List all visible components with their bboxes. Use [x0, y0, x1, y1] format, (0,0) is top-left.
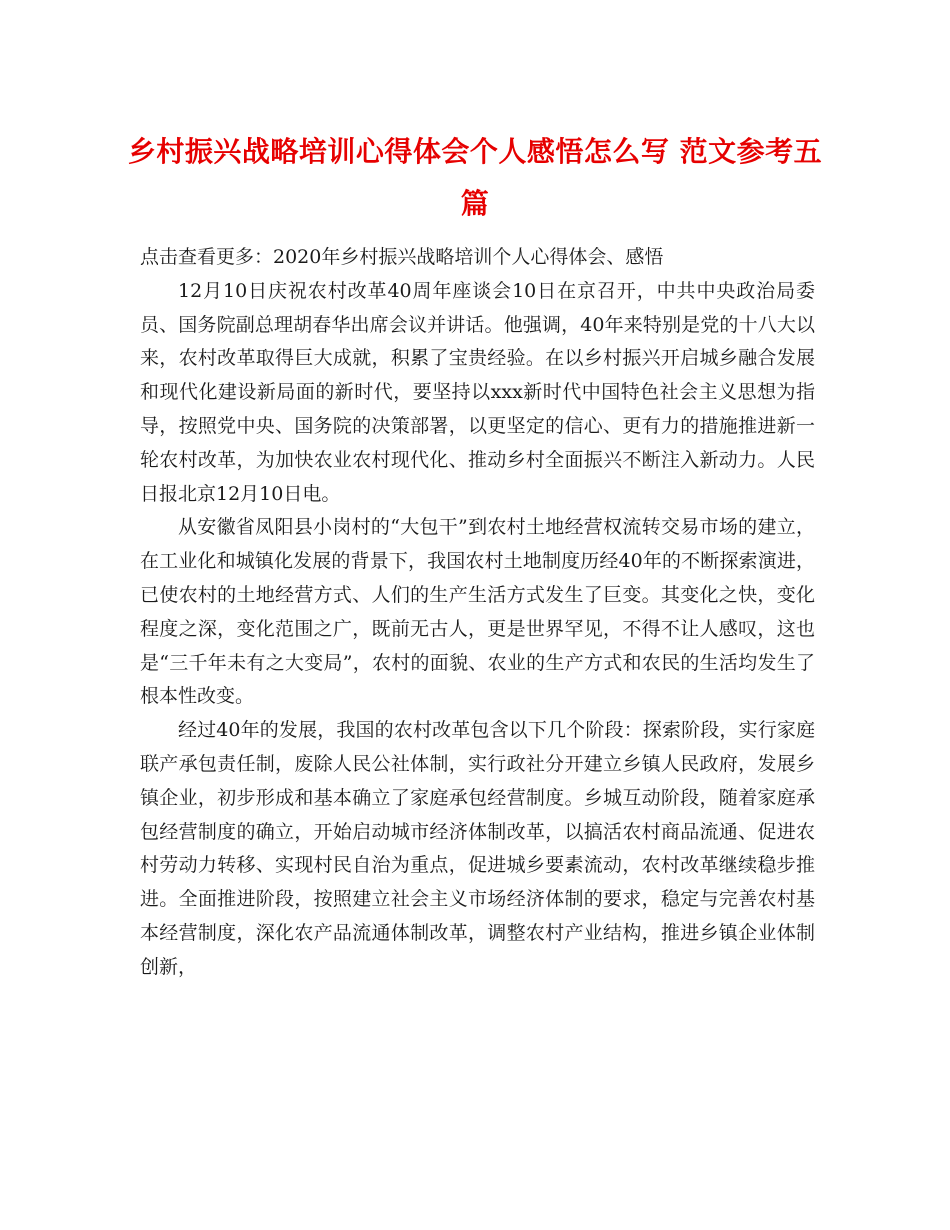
paragraph-2: 从安徽省凤阳县小岗村的“大包干”到农村土地经营权流转交易市场的建立，在工业化和城镇化发展的背景下，我国农村土地制度历经40年的不断探索演进，已使农村的土地经营方式、人们的生产生活方式发生了巨变。其变化之快，变化程度之深，变化范围之广，既前无古人，更是世界罕见，不得不让人感叹，这也是“三千年未有之大变局”，农村的面貌、农业的生产方式和农民的生活均发生了根本性改变。: [140, 516, 815, 708]
document-body: [140, 241, 815, 985]
paragraph-3: 经过40年的发展，我国的农村改革包含以下几个阶段：探索阶段，实行家庭联产承包责任制，废除人民公社体制，实行政社分开建立乡镇人民政府，发展乡镇企业，初步形成和基本确立了家庭承包经营制度。乡城互动阶段，随着家庭承包经营制度的确立，开始启动城市经济体制改革，以搞活农村商品流通、促进农村劳动力转移、实现村民自治为重点，促进城乡要素流动，农村改革继续稳步推进。全面推进阶段，按照建立社会主义市场经济体制的要求，稳定与完善农村基本经营制度，深化农产品流通体制改革，调整农村产业结构，推进乡镇企业体制创新，: [140, 719, 815, 978]
document-title: 乡村振兴战略培训心得体会个人感悟怎么写 范文参考五篇: [127, 135, 823, 220]
intro-line: 点击查看更多：2020年乡村振兴战略培训个人心得体会、感悟: [140, 246, 664, 268]
paragraph-1: 12月10日庆祝农村改革40周年座谈会10日在京召开，中共中央政治局委员、国务院副总理胡春华出席会议并讲话。他强调，40年来特别是党的十八大以来，农村改革取得巨大成就，积累了宝贵经验。在以乡村振兴开启城乡融合发展和现代化建设新局面的新时代，要坚持以xxx新时代中国特色社会主义思想为指导，按照党中央、国务院的决策部署，以更坚定的信心、更有力的措施推进新一轮农村改革，为加快农业农村现代化、推动乡村全面振兴不断注入新动力。人民日报北京12月10日电。: [140, 279, 815, 505]
